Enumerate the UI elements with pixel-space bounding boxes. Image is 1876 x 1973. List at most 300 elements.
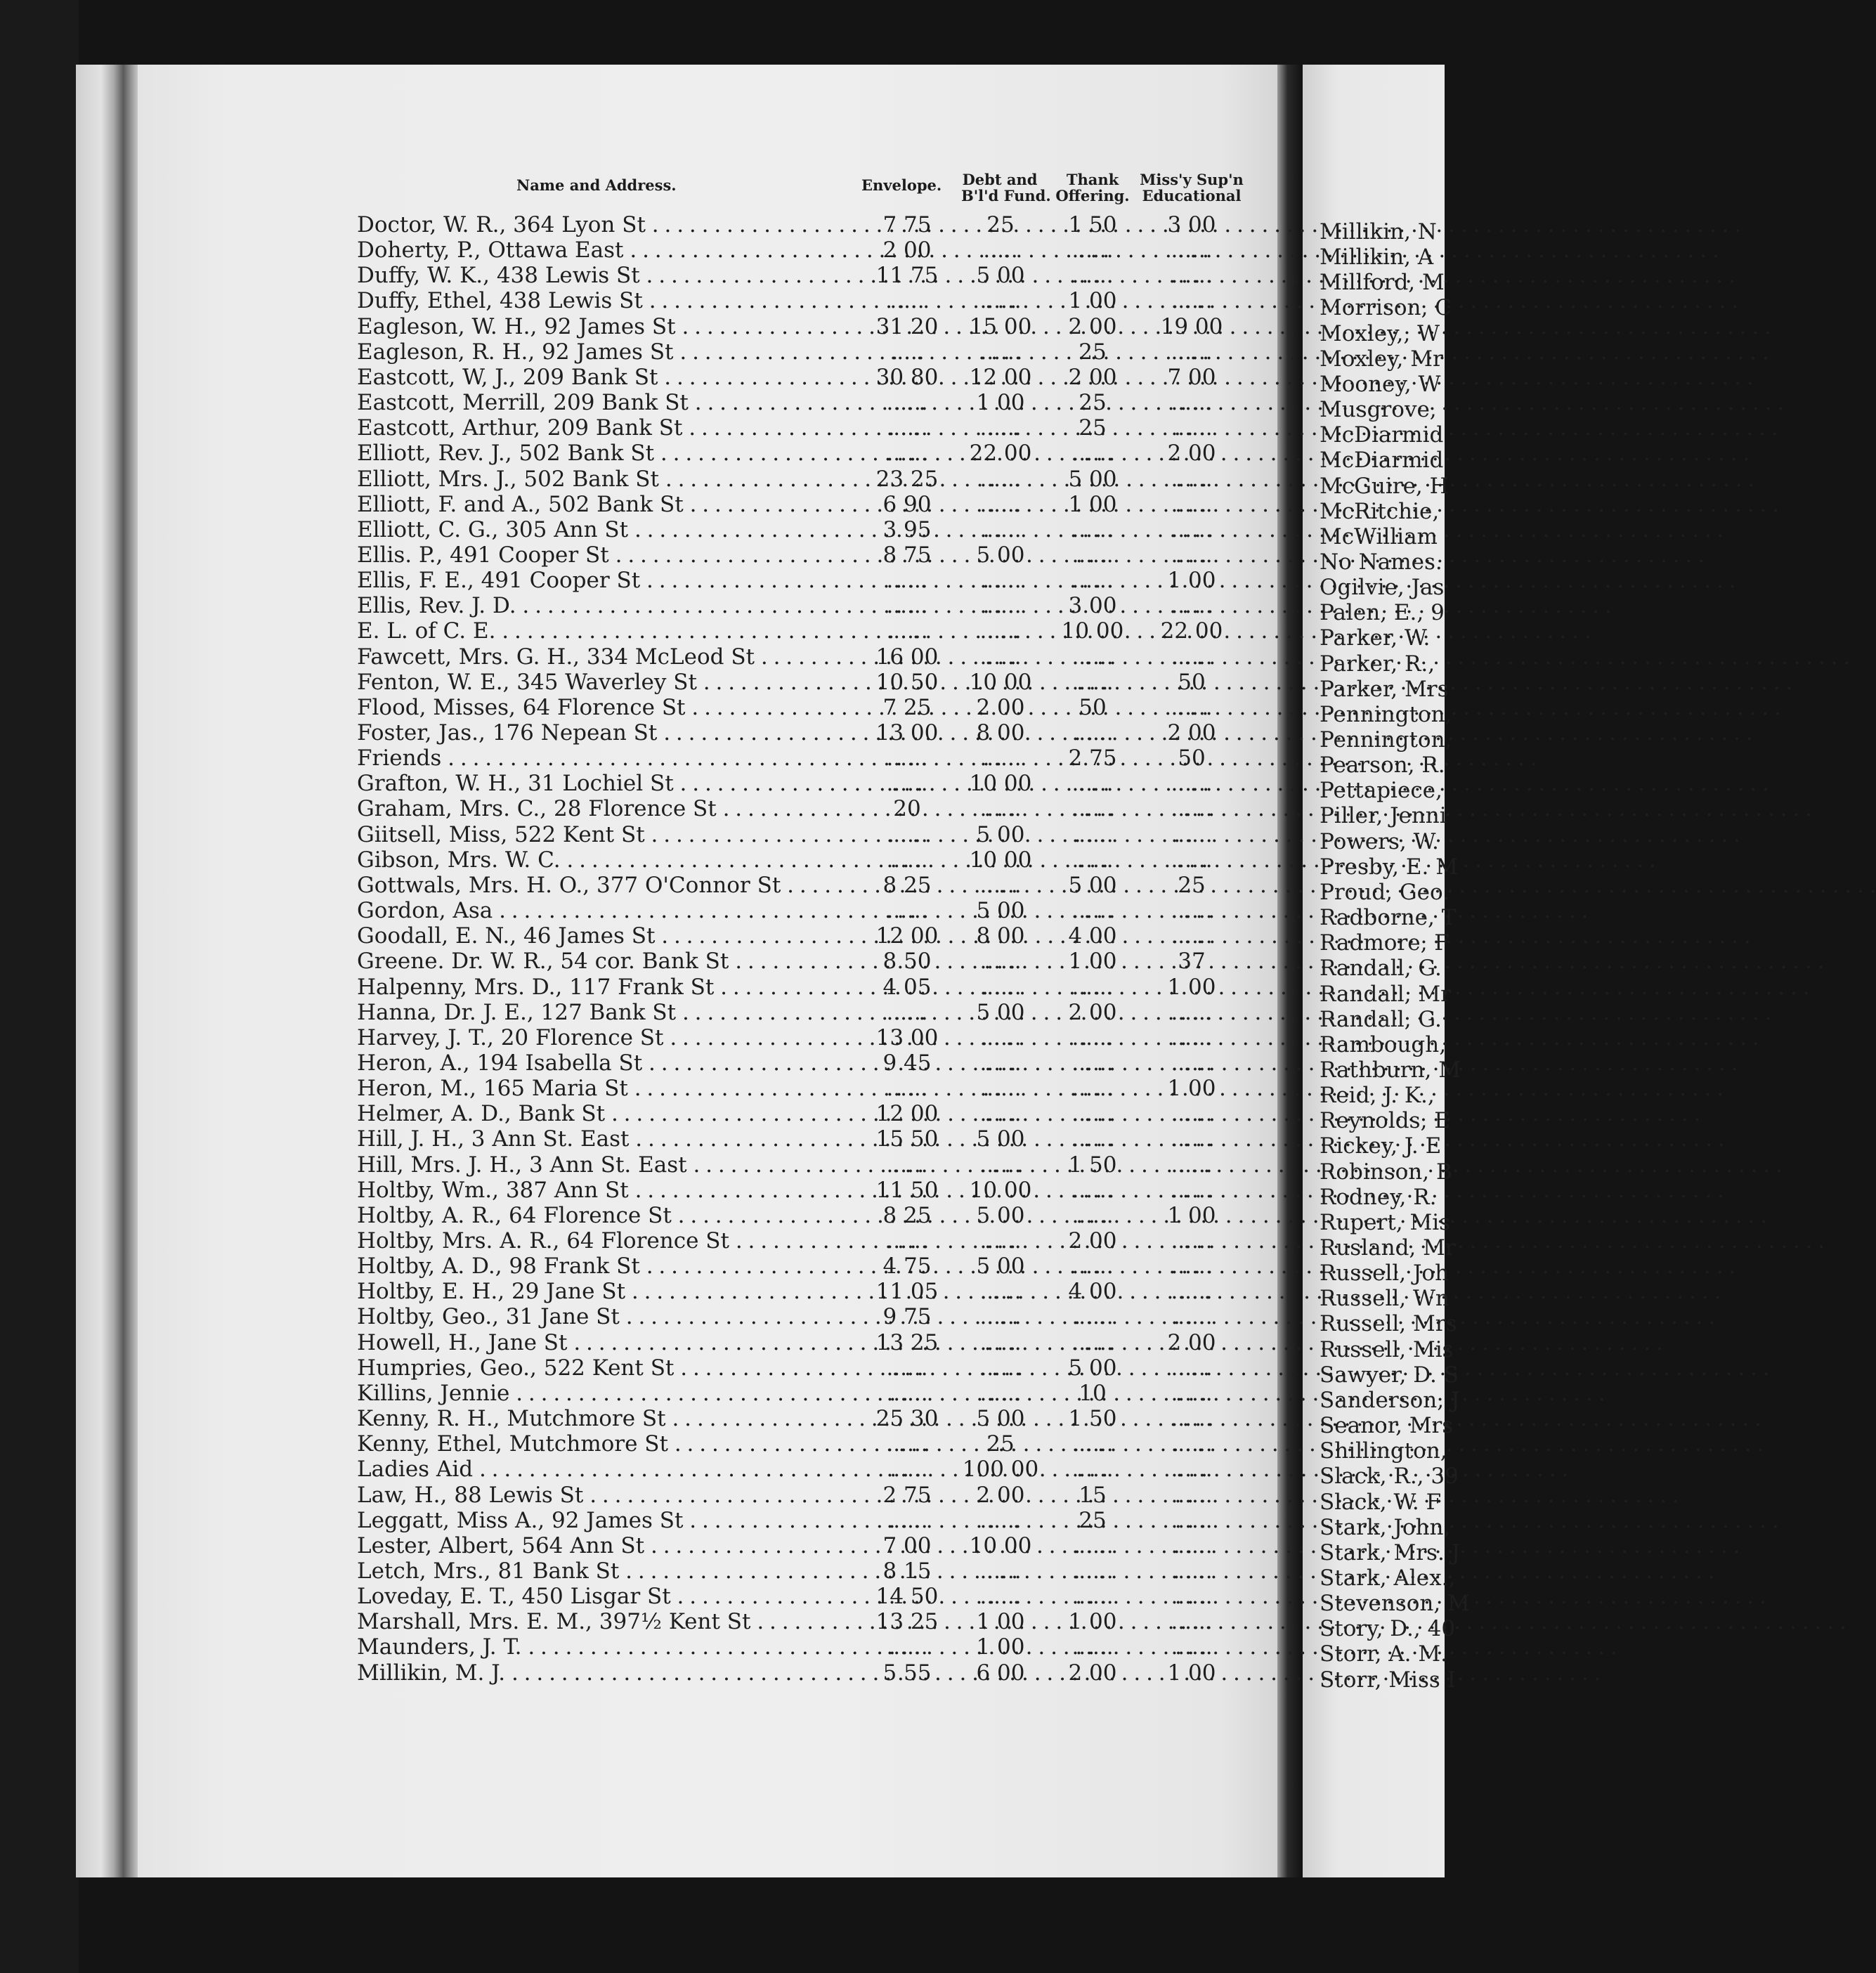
debt-fund-amount: 5 00	[976, 999, 1025, 1025]
row-name: Letch, Mrs., 81 Bank St . . .	[357, 1558, 856, 1584]
thank-offering-amount: ......	[1071, 1101, 1114, 1127]
row-name: Kenny, R. H., Mutchmore St . . .	[357, 1406, 856, 1431]
header-thank-offering	[1054, 171, 1131, 204]
right-page-name: Musgrove,	[1320, 397, 1437, 423]
envelope-amount: ......	[886, 1076, 928, 1102]
right-page-name: Storr, A. M.	[1320, 1641, 1447, 1667]
debt-fund-amount: 2 00	[976, 1482, 1025, 1508]
thank-offering-amount: 2 00	[1068, 364, 1117, 390]
debt-fund-amount: ......	[979, 1329, 1022, 1355]
thank-offering-amount: 25	[1079, 1507, 1107, 1533]
right-page-name: Russell, Joh	[1320, 1261, 1450, 1287]
debt-fund-amount: ......	[979, 1380, 1022, 1406]
debt-fund-amount: 100 00	[962, 1457, 1039, 1483]
debt-fund-amount: ......	[979, 1050, 1022, 1076]
thank-offering-amount: ......	[1071, 898, 1114, 924]
envelope-amount: ......	[886, 1457, 928, 1483]
missionary-amount: ......	[1171, 1558, 1213, 1584]
envelope-amount: ......	[886, 898, 928, 924]
right-page-name: Pettapiece,	[1320, 778, 1442, 804]
row-name: Foster, Jas., 176 Nepean St . . .	[357, 720, 856, 745]
missionary-amount: ......	[1171, 1634, 1213, 1660]
thank-offering-amount: ......	[1071, 1304, 1114, 1330]
right-page-name: Slack, R., 39	[1320, 1464, 1459, 1490]
debt-fund-amount: 10 00	[969, 771, 1032, 797]
row-name: Doherty, P., Ottawa East . . .	[357, 237, 856, 263]
right-page-name: Randall, Mr	[1320, 981, 1451, 1007]
right-page-name: Millikin, A	[1320, 245, 1434, 271]
envelope-amount: ......	[886, 1380, 928, 1406]
right-page-name: McGuire, H	[1320, 473, 1449, 499]
row-name: Hill, J. H., 3 Ann St. East . . .	[357, 1126, 856, 1152]
missionary-amount: ......	[1171, 1532, 1213, 1558]
debt-fund-amount: ......	[979, 1584, 1022, 1610]
thank-offering-amount: ......	[1071, 1457, 1114, 1483]
missionary-amount: ......	[1171, 1050, 1213, 1076]
missionary-amount: ......	[1171, 1507, 1213, 1533]
thank-offering-amount: 5 00	[1068, 872, 1117, 898]
row-name: Holtby, A. D., 98 Frank St . . .	[357, 1254, 856, 1279]
missionary-amount: ......	[1171, 1304, 1213, 1330]
missionary-amount: ......	[1171, 237, 1213, 263]
right-page-name: Rambough,	[1320, 1031, 1447, 1057]
envelope-amount: 7 25	[882, 694, 932, 720]
thank-offering-amount: 1 00	[1068, 288, 1117, 314]
envelope-amount: 7 75	[882, 212, 932, 237]
envelope-amount: 13 25	[875, 1609, 939, 1635]
right-page-name: Morrison, C	[1320, 295, 1452, 321]
row-name: Friends . . .	[357, 745, 856, 771]
right-page-name: Parker, W.	[1320, 625, 1431, 651]
envelope-amount: 16 00	[875, 644, 939, 670]
missionary-amount: 2 00	[1167, 441, 1216, 467]
debt-fund-amount: ......	[979, 1076, 1022, 1102]
header-name-address: Name and Address.	[516, 176, 677, 194]
missionary-amount: ......	[1171, 1380, 1213, 1406]
right-page-name: Reid, J. K.,	[1320, 1083, 1435, 1109]
debt-fund-amount: ......	[979, 568, 1022, 594]
missionary-amount: 1 00	[1167, 974, 1216, 1000]
right-page-name: Russell, Wn	[1320, 1286, 1450, 1312]
right-page-name: Rupert, Mis	[1320, 1209, 1451, 1235]
envelope-amount: ......	[886, 1228, 928, 1254]
debt-fund-amount: 1 00	[976, 390, 1025, 416]
thank-offering-amount: ......	[1071, 542, 1114, 568]
thank-offering-amount: ......	[1071, 516, 1114, 542]
thank-offering-amount: 1 00	[1068, 949, 1117, 975]
thank-offering-amount: 1 50	[1068, 1406, 1117, 1432]
envelope-amount: ......	[886, 1634, 928, 1660]
thank-offering-amount: ......	[1071, 1177, 1114, 1203]
row-name: Hill, Mrs. J. H., 3 Ann St. East . . .	[357, 1152, 856, 1178]
thank-offering-amount: ......	[1071, 847, 1114, 873]
envelope-amount: 3 95	[882, 516, 932, 542]
row-name: Giitsell, Miss, 522 Kent St . . .	[357, 822, 856, 847]
thank-offering-amount: 2 00	[1068, 1228, 1117, 1254]
right-page-name: Storr, Miss I	[1320, 1667, 1456, 1693]
row-name: Harvey, J. T., 20 Florence St . . .	[357, 1025, 856, 1050]
thank-offering-amount: 25	[1079, 390, 1107, 416]
missionary-amount: ......	[1171, 542, 1213, 568]
missionary-amount: ......	[1171, 1177, 1213, 1203]
row-name: E. L. of C. E. . . .	[357, 618, 856, 644]
debt-fund-amount: 12 00	[969, 364, 1032, 390]
row-name: Holtby, A. R., 64 Florence St . . .	[357, 1203, 856, 1228]
envelope-amount: 12 00	[875, 923, 939, 949]
thank-offering-amount: ......	[1071, 237, 1114, 263]
debt-fund-amount: 5 00	[976, 1406, 1025, 1432]
thank-offering-amount: ......	[1071, 669, 1114, 695]
envelope-amount: 10 50	[875, 669, 939, 695]
thank-offering-amount: 1 00	[1068, 1609, 1117, 1635]
thank-offering-amount: ......	[1071, 1126, 1114, 1152]
row-name: Duffy, Ethel, 438 Lewis St . . .	[357, 288, 856, 313]
header-envelope: Envelope.	[861, 176, 942, 194]
row-name: Fawcett, Mrs. G. H., 334 McLeod St . . .	[357, 644, 856, 670]
envelope-amount: ......	[886, 593, 928, 619]
right-page-name: Mooney, W	[1320, 371, 1441, 397]
thank-offering-amount: ......	[1071, 1329, 1114, 1355]
row-name: Hanna, Dr. J. E., 127 Bank St . . .	[357, 1000, 856, 1025]
thank-offering-amount: ......	[1071, 644, 1114, 670]
debt-fund-amount: 10 00	[969, 1532, 1032, 1558]
right-page-name: Palen, E., 9	[1320, 600, 1445, 626]
thank-offering-amount: 5 00	[1068, 466, 1117, 492]
envelope-amount: ......	[886, 1355, 928, 1381]
debt-fund-amount: ......	[979, 872, 1022, 898]
header-debt-line2: B'l'd Fund.	[961, 187, 1051, 204]
row-name: Halpenny, Mrs. D., 117 Frank St . . .	[357, 975, 856, 1000]
thank-offering-amount: 2 00	[1068, 1660, 1117, 1686]
right-page-name: Moxley, Mr	[1320, 346, 1443, 372]
envelope-amount: ......	[886, 745, 928, 771]
debt-fund-amount: 6 00	[976, 1660, 1025, 1686]
row-name: Eastcott, Arthur, 209 Bank St . . .	[357, 415, 856, 441]
row-name: Elliott, Rev. J., 502 Bank St . . .	[357, 441, 856, 466]
missionary-amount: ......	[1171, 1254, 1213, 1279]
row-name: Howell, H., Jane St . . .	[357, 1330, 856, 1355]
right-page-name: Slack, W. F	[1320, 1489, 1442, 1515]
debt-fund-amount: .....	[983, 237, 1018, 263]
right-page-name: Millford, M	[1320, 270, 1445, 296]
header-miss-line2: Educational	[1142, 187, 1242, 204]
envelope-amount: 6 90	[882, 491, 932, 517]
thank-offering-amount: ......	[1071, 1532, 1114, 1558]
debt-fund-amount: 5 00	[976, 1254, 1025, 1279]
missionary-amount: 3 00	[1167, 212, 1216, 237]
right-page-name: Rodney, R.	[1320, 1184, 1437, 1210]
missionary-amount: ......	[1171, 1152, 1213, 1178]
debt-fund-amount: 5 00	[976, 898, 1025, 924]
thank-offering-amount: 2 00	[1068, 999, 1117, 1025]
debt-fund-amount: 15 00	[969, 313, 1032, 339]
envelope-amount: 5 55	[882, 1660, 932, 1686]
missionary-amount: 1 00	[1167, 568, 1216, 594]
row-name: Marshall, Mrs. E. M., 397½ Kent St . . .	[357, 1609, 856, 1634]
envelope-amount: ......	[886, 390, 928, 416]
book-edge	[0, 0, 79, 1973]
thank-offering-amount: 3 00	[1068, 593, 1117, 619]
debt-fund-amount: 10 00	[969, 669, 1032, 695]
debt-fund-amount: 10 00	[969, 1177, 1032, 1203]
thank-offering-amount: 1 00	[1068, 491, 1117, 517]
thank-offering-amount: ......	[1071, 974, 1114, 1000]
missionary-amount: ......	[1171, 796, 1213, 822]
missionary-amount: 2 00	[1167, 1329, 1216, 1355]
right-page-name: Russell, Mis	[1320, 1336, 1454, 1362]
envelope-amount: ......	[886, 1507, 928, 1533]
thank-offering-amount: 4 00	[1068, 1279, 1117, 1305]
row-name: Law, H., 88 Lewis St . . .	[357, 1483, 856, 1508]
debt-fund-amount: ......	[979, 1101, 1022, 1127]
envelope-amount: 13 00	[875, 1024, 939, 1050]
debt-fund-amount: ......	[979, 796, 1022, 822]
thank-offering-amount: 2 75	[1068, 745, 1117, 771]
right-page-name: McRitchie,	[1320, 498, 1440, 524]
right-page-name: Randall, G.	[1320, 1006, 1442, 1032]
missionary-amount: 50	[1178, 669, 1206, 695]
thank-offering-amount: ......	[1071, 720, 1114, 745]
header-debt-fund	[961, 171, 1051, 204]
debt-fund-amount: ......	[979, 974, 1022, 1000]
right-page-name: Seanor, Mrs	[1320, 1413, 1454, 1439]
right-page-name: Sawyer, D. S	[1320, 1362, 1459, 1388]
right-page-name: Russell, Mrs	[1320, 1311, 1457, 1337]
right-page-name: Parker, R.,	[1320, 651, 1435, 677]
missionary-amount: ......	[1171, 1126, 1213, 1152]
row-name: Gordon, Asa . . .	[357, 898, 856, 923]
thank-offering-amount: ......	[1071, 796, 1114, 822]
envelope-amount: 30 80	[875, 364, 939, 390]
envelope-amount: ......	[886, 568, 928, 594]
missionary-amount: ......	[1171, 415, 1213, 441]
right-page-name: Stark, Alex.,	[1320, 1565, 1456, 1591]
right-page-name: Reynolds, E	[1320, 1108, 1450, 1134]
debt-fund-amount: ......	[979, 288, 1022, 314]
envelope-amount: 4 05	[882, 974, 932, 1000]
debt-fund-amount: 10 00	[969, 847, 1032, 873]
missionary-amount: 19 00	[1160, 313, 1223, 339]
missionary-amount: 22 00	[1160, 618, 1223, 644]
missionary-amount: ......	[1171, 516, 1213, 542]
row-name: Ellis, F. E., 491 Cooper St . . .	[357, 568, 856, 593]
thank-offering-amount: 50	[1079, 694, 1107, 720]
envelope-amount: 12 00	[875, 1101, 939, 1127]
missionary-amount: ......	[1171, 644, 1213, 670]
row-name: Gibson, Mrs. W. C. . . .	[357, 847, 856, 873]
right-page-name: Parker, Mrs	[1320, 676, 1449, 702]
row-name: Heron, A., 194 Isabella St . . .	[357, 1050, 856, 1076]
envelope-amount: 23 25	[875, 466, 939, 492]
thank-offering-amount: 25	[1079, 415, 1107, 441]
debt-fund-amount: ......	[979, 516, 1022, 542]
missionary-amount: ......	[1171, 1609, 1213, 1635]
debt-fund-amount: 5 00	[976, 263, 1025, 289]
envelope-amount: 8 50	[882, 949, 932, 975]
thank-offering-amount: ......	[1071, 1584, 1114, 1610]
missionary-amount: ......	[1171, 491, 1213, 517]
row-name: Gottwals, Mrs. H. O., 377 O'Connor St . . .	[357, 873, 856, 898]
envelope-amount: 2 75	[882, 1482, 932, 1508]
debt-fund-amount: ......	[979, 745, 1022, 771]
missionary-amount: ......	[1171, 466, 1213, 492]
envelope-amount: 13 25	[875, 1329, 939, 1355]
envelope-amount: ......	[886, 1431, 928, 1457]
missionary-amount: ......	[1171, 1584, 1213, 1610]
missionary-amount: ......	[1171, 1279, 1213, 1305]
right-page-name: Rathburn, M	[1320, 1057, 1461, 1083]
right-page-name: Pearson, R.	[1320, 753, 1445, 779]
row-name: Lester, Albert, 564 Ann St . . .	[357, 1533, 856, 1558]
row-name: Kenny, Ethel, Mutchmore St . . .	[357, 1431, 856, 1457]
missionary-amount: ......	[1171, 847, 1213, 873]
missionary-amount: 7 00	[1167, 364, 1216, 390]
thank-offering-amount: 2 00	[1068, 313, 1117, 339]
missionary-amount: ......	[1171, 1101, 1213, 1127]
row-name: Helmer, A. D., Bank St . . .	[357, 1101, 856, 1126]
debt-fund-amount: ......	[979, 1228, 1022, 1254]
right-page-name: Pennington,	[1320, 701, 1452, 727]
missionary-amount: 50	[1178, 745, 1206, 771]
envelope-amount: 15 50	[875, 1126, 939, 1152]
right-page-name: Rickey, J. E	[1320, 1133, 1442, 1159]
debt-fund-amount: ......	[979, 618, 1022, 644]
debt-fund-amount: 22 00	[969, 441, 1032, 467]
debt-fund-amount: 1 00	[976, 1634, 1025, 1660]
thank-offering-amount: 1 50	[1068, 1152, 1117, 1178]
right-page-name: Stevenson, M	[1320, 1591, 1470, 1617]
right-page-name: Millikin, N	[1320, 219, 1437, 245]
row-name: Goodall, E. N., 46 James St . . .	[357, 923, 856, 949]
missionary-amount: 1 00	[1167, 1202, 1216, 1228]
missionary-amount: ......	[1171, 1355, 1213, 1381]
row-name: Graham, Mrs. C., 28 Florence St . . .	[357, 796, 856, 821]
right-page-name: Stark, John,	[1320, 1514, 1451, 1540]
envelope-amount: 8 75	[882, 542, 932, 568]
thank-offering-amount: ......	[1071, 1050, 1114, 1076]
debt-fund-amount: ......	[979, 1355, 1022, 1381]
missionary-amount: ......	[1171, 339, 1213, 365]
debt-fund-amount: ......	[979, 415, 1022, 441]
thank-offering-amount: 15	[1079, 1482, 1107, 1508]
missionary-amount: ......	[1171, 771, 1213, 797]
missionary-amount: ......	[1171, 1457, 1213, 1483]
right-page-name: No Names.	[1320, 549, 1442, 575]
row-name: Greene. Dr. W. R., 54 cor. Bank St . . .	[357, 949, 856, 974]
row-name: Killins, Jennie . . .	[357, 1381, 856, 1406]
right-page-name: Story, D., 40	[1320, 1616, 1456, 1642]
debt-fund-amount: ......	[979, 491, 1022, 517]
missionary-amount: ......	[1171, 694, 1213, 720]
thank-offering-amount: 25	[1079, 339, 1107, 365]
missionary-amount: ......	[1171, 898, 1213, 924]
envelope-amount: 8 25	[882, 872, 932, 898]
row-name: Ladies Aid . . .	[357, 1457, 856, 1482]
thank-offering-amount: ......	[1071, 821, 1114, 847]
row-name: Holtby, Wm., 387 Ann St . . .	[357, 1178, 856, 1203]
right-page-name: Sanderson, J	[1320, 1387, 1460, 1413]
envelope-amount: ......	[886, 1152, 928, 1178]
page-stack	[76, 65, 139, 1877]
right-page-name: McWilliam	[1320, 523, 1438, 549]
missionary-amount: ......	[1171, 1431, 1213, 1457]
thank-offering-amount: 4 00	[1068, 923, 1117, 949]
thank-offering-amount: ......	[1071, 1431, 1114, 1457]
envelope-amount: 11 75	[875, 263, 939, 289]
missionary-amount: 1 00	[1167, 1660, 1216, 1686]
thank-offering-amount: 1 50	[1068, 212, 1117, 237]
envelope-amount: ......	[886, 999, 928, 1025]
envelope-amount: 13 00	[875, 720, 939, 745]
thank-offering-amount: ......	[1071, 1634, 1114, 1660]
right-page-name: Robinson, B	[1320, 1159, 1452, 1185]
envelope-amount: 7 00	[882, 1532, 932, 1558]
right-page-name: Randall, G.	[1320, 956, 1442, 982]
row-name: Eastcott, Merrill, 209 Bank St . . .	[357, 390, 856, 415]
row-name: Ellis. P., 491 Cooper St . . .	[357, 542, 856, 568]
debt-fund-amount: 5 00	[976, 821, 1025, 847]
envelope-amount: 8 15	[882, 1558, 932, 1584]
envelope-amount: ......	[886, 415, 928, 441]
debt-fund-amount: 25	[986, 212, 1015, 237]
envelope-amount: 20	[893, 796, 921, 822]
thank-offering-amount: ......	[1071, 1254, 1114, 1279]
row-name: Heron, M., 165 Maria St . . .	[357, 1076, 856, 1101]
right-page-name: Ogilvie, Jas	[1320, 575, 1445, 601]
missionary-amount: ......	[1171, 263, 1213, 289]
row-name: Holtby, Mrs. A. R., 64 Florence St . . .	[357, 1228, 856, 1254]
envelope-amount: ......	[886, 441, 928, 467]
right-page-name: Moxley,, W	[1320, 320, 1440, 346]
envelope-amount: 9 45	[882, 1050, 932, 1076]
row-name: Flood, Misses, 64 Florence St . . .	[357, 695, 856, 720]
debt-fund-amount: ......	[979, 644, 1022, 670]
thank-offering-amount: ......	[1071, 263, 1114, 289]
envelope-amount: ......	[886, 618, 928, 644]
thank-offering-amount: 10 00	[1061, 618, 1124, 644]
debt-fund-amount: ......	[979, 593, 1022, 619]
envelope-amount: 9 75	[882, 1304, 932, 1330]
thank-offering-amount: ......	[1071, 441, 1114, 467]
row-name: Eagleson, W. H., 92 James St . . .	[357, 314, 856, 339]
row-name: Holtby, E. H., 29 Jane St . . .	[357, 1279, 856, 1304]
row-name: Doctor, W. R., 364 Lyon St . . .	[357, 212, 856, 237]
debt-fund-amount: 2 00	[976, 694, 1025, 720]
missionary-amount: 25	[1178, 872, 1206, 898]
row-name: Fenton, W. E., 345 Waverley St . . .	[357, 670, 856, 695]
missionary-amount: ......	[1171, 923, 1213, 949]
debt-fund-amount: 5 00	[976, 1126, 1025, 1152]
right-page-name: Pennington,	[1320, 727, 1452, 753]
row-name: Humpries, Geo., 522 Kent St . . .	[357, 1355, 856, 1381]
thank-offering-amount: ......	[1071, 1076, 1114, 1102]
right-page-name: Proud, Geo.	[1320, 879, 1450, 905]
envelope-amount: .....	[890, 339, 925, 365]
debt-fund-amount: ......	[979, 1558, 1022, 1584]
debt-fund-amount: 5 00	[976, 1202, 1025, 1228]
thank-offering-amount: 10	[1079, 1380, 1107, 1406]
right-page-name: Presby, E. M	[1320, 854, 1458, 880]
thank-offering-amount: ......	[1071, 1024, 1114, 1050]
thank-offering-amount: ......	[1071, 568, 1114, 594]
debt-fund-amount: 8 00	[976, 720, 1025, 745]
missionary-amount: ......	[1171, 1228, 1213, 1254]
debt-fund-amount: ......	[979, 466, 1022, 492]
missionary-amount: ......	[1171, 821, 1213, 847]
header-thank-line2: Offering.	[1055, 187, 1130, 204]
row-name: Holtby, Geo., 31 Jane St . . .	[357, 1304, 856, 1329]
envelope-amount: .....	[890, 288, 925, 314]
